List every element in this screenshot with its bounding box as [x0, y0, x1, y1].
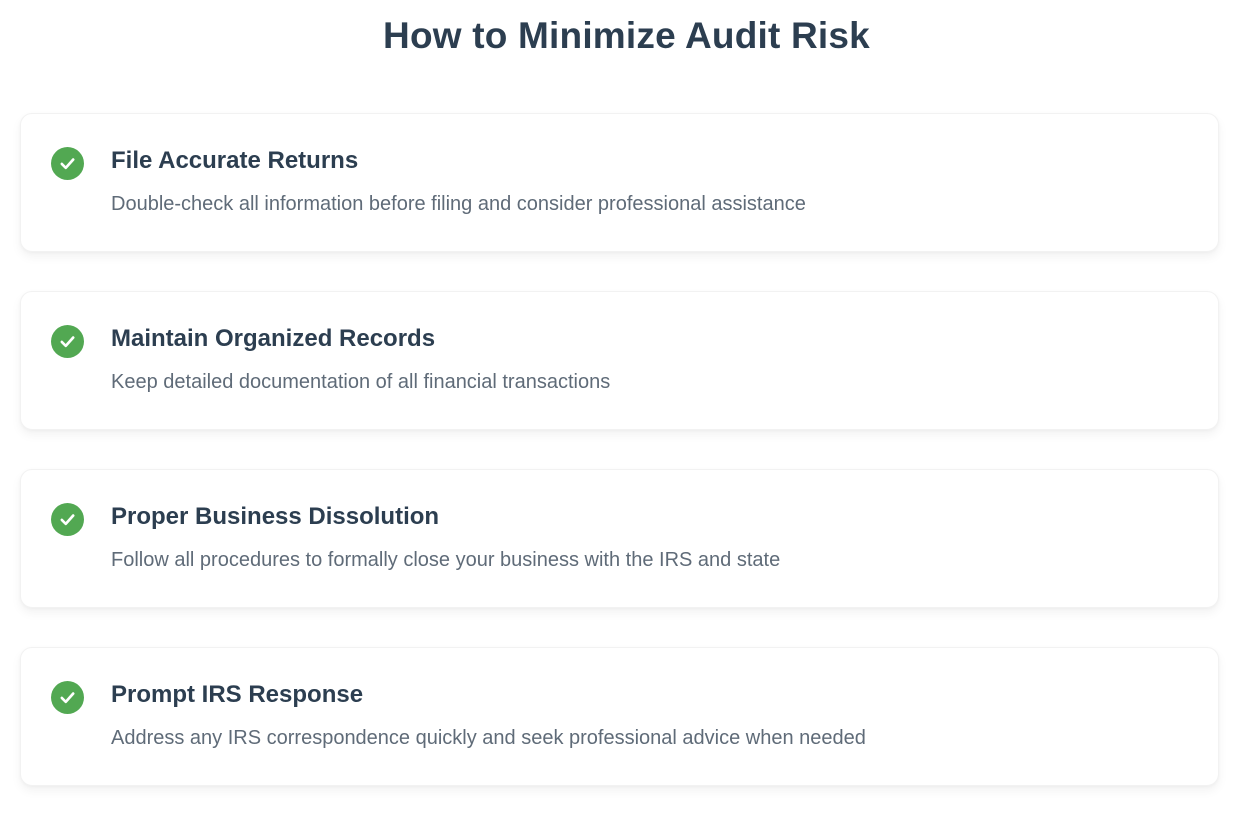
tip-card-prompt-irs-response	[20, 647, 1219, 786]
tip-heading: Prompt IRS Response	[111, 681, 364, 709]
tip-text	[111, 501, 1188, 572]
tip-heading: Proper Business Dissolution	[111, 503, 440, 531]
tip-card-maintain-organized-records	[20, 291, 1219, 430]
check-icon	[57, 687, 78, 708]
check-circle-icon	[51, 503, 84, 536]
check-circle-icon	[51, 147, 84, 180]
tip-description: Double-check all information before filing and consider professional assistance	[111, 192, 806, 215]
tip-heading: File Accurate Returns	[111, 147, 359, 175]
check-icon	[57, 331, 78, 352]
check-circle-icon	[51, 681, 84, 714]
page-title: How to Minimize Audit Risk	[383, 15, 870, 56]
tip-description: Follow all procedures to formally close your business with the IRS and state	[111, 548, 781, 571]
tip-text	[111, 323, 1188, 394]
check-icon	[57, 153, 78, 174]
tip-text	[111, 679, 1188, 750]
tip-description: Keep detailed documentation of all financial transactions	[111, 370, 611, 393]
tip-description: Address any IRS correspondence quickly and seek professional advice when needed	[111, 726, 866, 749]
tip-card-file-accurate-returns	[20, 113, 1219, 252]
tips-list	[20, 113, 1219, 786]
check-icon	[57, 509, 78, 530]
check-circle-icon	[51, 325, 84, 358]
tip-card-proper-business-dissolution	[20, 469, 1219, 608]
tip-heading: Maintain Organized Records	[111, 325, 436, 353]
tip-text	[111, 145, 1188, 216]
